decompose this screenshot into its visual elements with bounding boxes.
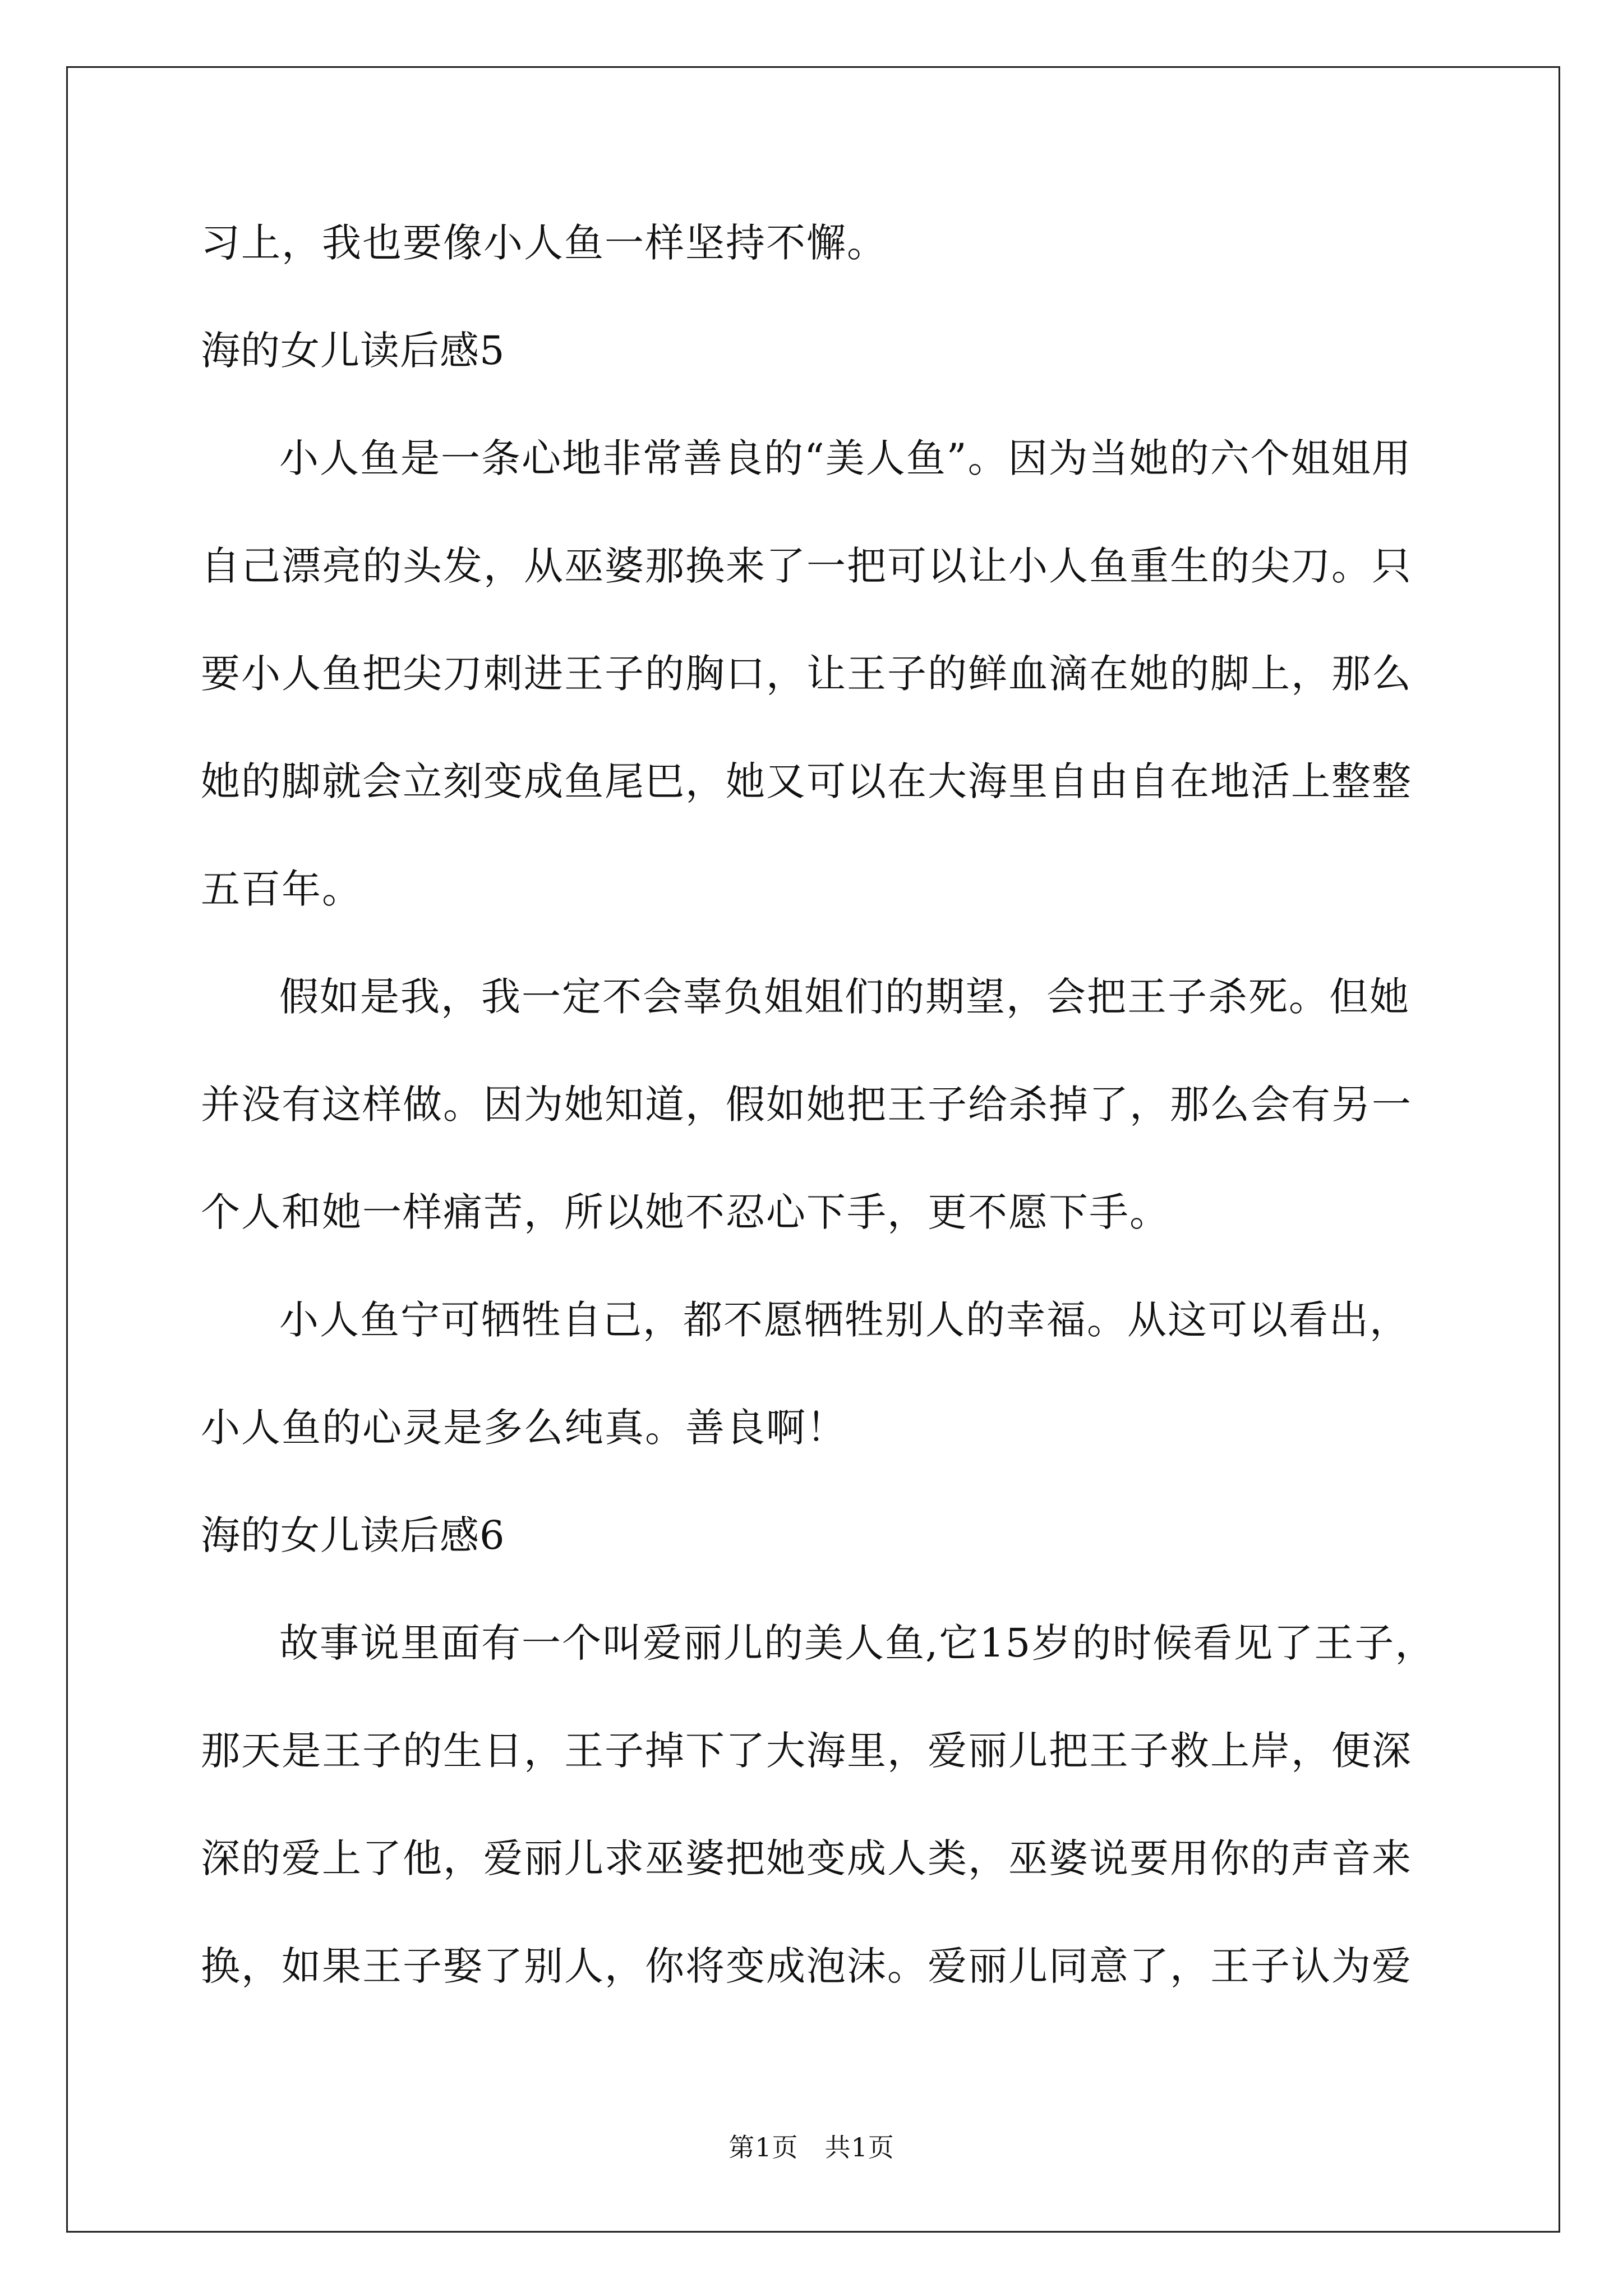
text-line: 深的爱上了他，爱丽儿求巫婆把她变成人类，巫婆说要用你的声音来 <box>201 1835 1412 1881</box>
text-line: 五百年。 <box>201 866 362 912</box>
text-line: 个人和她一样痛苦，所以她不忍心下手，更不愿下手。 <box>201 1189 1170 1235</box>
text-line: 她的脚就会立刻变成鱼尾巴，她又可以在大海里自由自在地活上整整 <box>201 758 1412 804</box>
text-line: 小人鱼的心灵是多么纯真。善良啊！ <box>201 1405 847 1451</box>
text-line: 要小人鱼把尖刀刺进王子的胸口，让王子的鲜血滴在她的脚上，那么 <box>201 651 1412 697</box>
page-number-footer: 第1页 共1页 <box>728 2132 895 2162</box>
section-heading: 海的女儿读后感6 <box>201 1512 505 1558</box>
paragraph-first-line: 故事说里面有一个叫爱丽儿的美人鱼,它15岁的时候看见了王子， <box>279 1620 1436 1666</box>
section-heading: 海的女儿读后感5 <box>201 328 505 374</box>
paragraph-first-line: 假如是我，我一定不会辜负姐姐们的期望，会把王子杀死。但她 <box>279 974 1410 1020</box>
text-line: 并没有这样做。因为她知道，假如她把王子给杀掉了，那么会有另一 <box>201 1082 1412 1128</box>
paragraph-first-line: 小人鱼宁可牺牲自己，都不愿牺牲别人的幸福。从这可以看出， <box>279 1297 1410 1343</box>
text-line: 那天是王子的生日，王子掉下了大海里，爱丽儿把王子救上岸，便深 <box>201 1728 1412 1774</box>
document-body <box>201 216 1436 2047</box>
text-line: 自己漂亮的头发，从巫婆那换来了一把可以让小人鱼重生的尖刀。只 <box>201 543 1412 589</box>
text-line: 换，如果王子娶了别人，你将变成泡沫。爱丽儿同意了，王子认为爱 <box>201 1943 1412 1989</box>
paragraph-first-line: 小人鱼是一条心地非常善良的“美人鱼”。因为当她的六个姐姐用 <box>279 435 1412 481</box>
text-line: 习上，我也要像小人鱼一样坚持不懈。 <box>201 220 887 266</box>
